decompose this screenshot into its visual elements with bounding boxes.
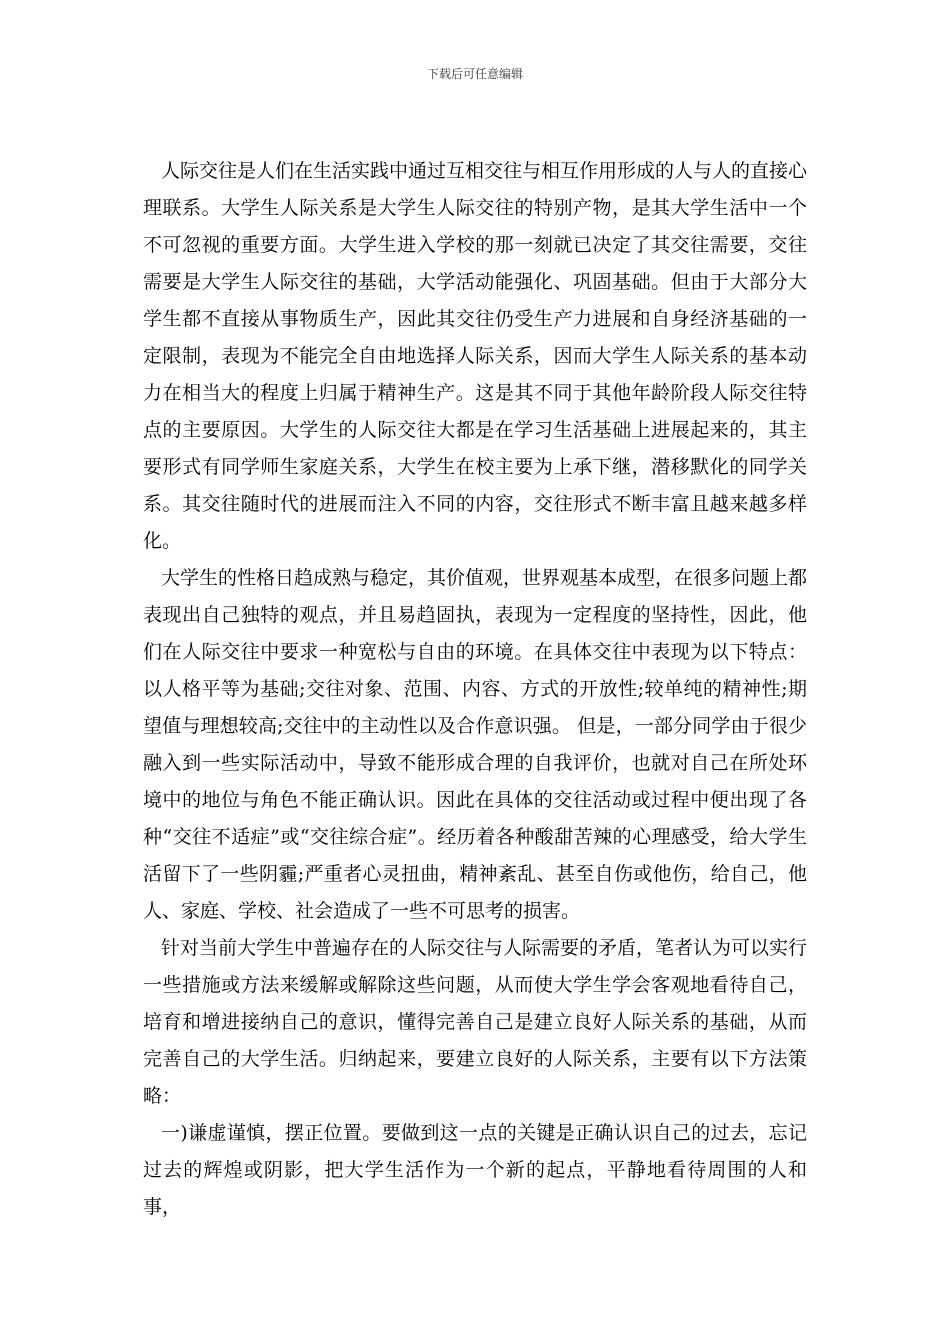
paragraph-2: 大学生的性格日趋成熟与稳定，其价值观，世界观基本成型，在很多问题上都表现出自己独特的观点，并且易趋固执，表现为一定程度的坚持性，因此，他们在人际交往中要求一种宽松与自由的环境。在具体交往中表现为以下特点：以人格平等为基础;交往对象、范围、内容、方式的开放性;较单纯的精神性;期望值与理想较高;交往中的主动性以及合作意识强。 但是，一部分同学由于很少融入到一些实际活动中，导致不能形成合理的自我评价，也就对自己在所处环境中的地位与角色不能正确认识。因此在具体的交往活动或过程中便出现了各种“交往不适症”或“交往综合症”。经历着各种酸甜苦辣的心理感受，给大学生活留下了一些阴霾;严重者心灵扭曲，精神紊乱、甚至自伤或他伤，给自己，他人、家庭、学校、社会造成了一些不可思考的损害。	[143, 567, 808, 922]
header-note: 下载后可任意编辑	[426, 67, 523, 81]
paragraph-4: 一)谦虚谨慎，摆正位置。要做到这一点的关键是正确认识自己的过去，忘记过去的辉煌或阴影，把大学生活作为一个新的起点，平静地看待周围的人和事，	[143, 1122, 807, 1218]
document-body	[143, 153, 807, 1226]
paragraph-1: 人际交往是人们在生活实践中通过互相交往与相互作用形成的人与人的直接心理联系。大学生人际关系是大学生人际交往的特别产物，是其大学生活中一个不可忽视的重要方面。大学生进入学校的那一刻就已决定了其交往需要，交往需要是大学生人际交往的基础，大学活动能强化、巩固基础。但由于大部分大学生都不直接从事物质生产，因此其交往仍受生产力进展和自身经济基础的一定限制，表现为不能完全自由地选择人际关系，因而大学生人际关系的基本动力在相当大的程度上归属于精神生产。这是其不同于其他年龄阶段人际交往特点的主要原因。大学生的人际交往大都是在学习生活基础上进展起来的，其主要形式有同学师生家庭关系，大学生在校主要为上承下继，潜移默化的同学关系。其交往随时代的进展而注入不同的内容，交往形式不断丰富且越来越多样化。	[143, 160, 808, 552]
paragraph-3: 针对当前大学生中普遍存在的人际交往与人际需要的矛盾，笔者认为可以实行一些措施或方法来缓解或解除这些问题，从而使大学生学会客观地看待自己，培育和增进接纳自己的意识，懂得完善自己是建立良好人际关系的基础，从而完善自己的大学生活。归纳起来，要建立良好的人际关系，主要有以下方法策略：	[143, 937, 808, 1107]
